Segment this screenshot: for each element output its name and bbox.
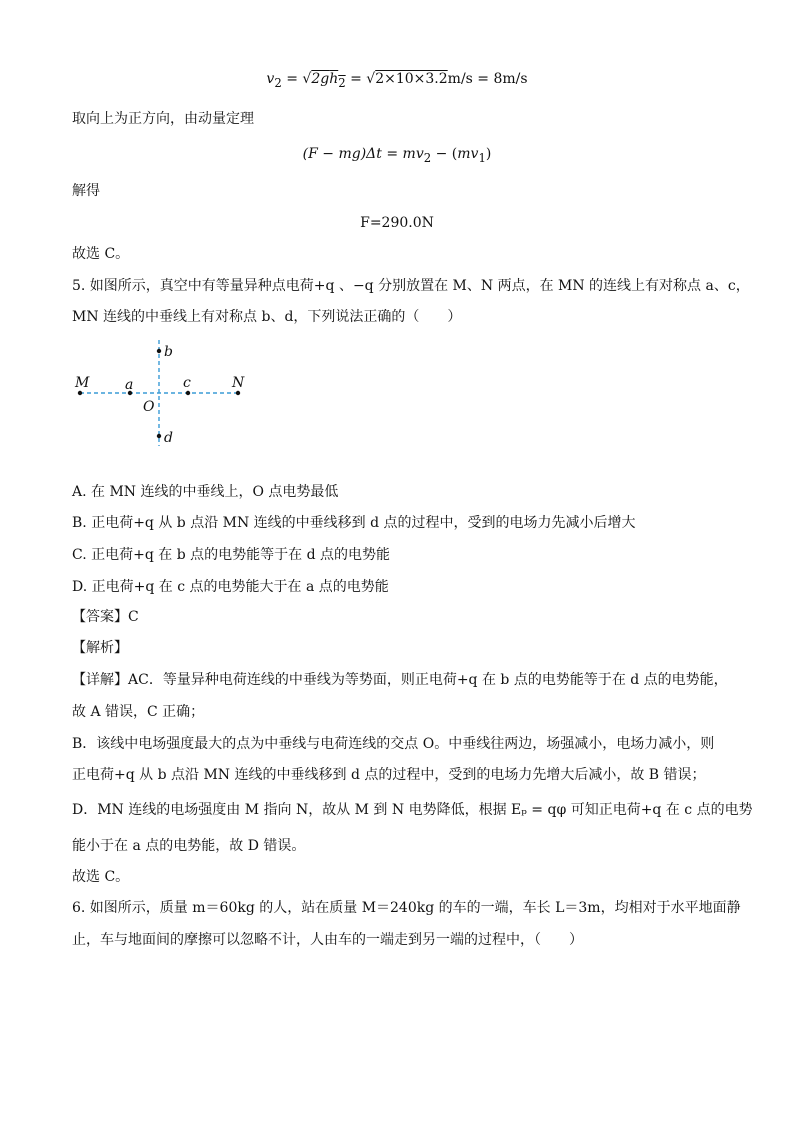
detail-line-3: B．该线中电场强度最大的点为中垂线与电荷连线的交点 O。中垂线往两边，场强减小，电场力减小，则 xyxy=(72,736,715,752)
q6-stem-line-1: 6. 如图所示，质量 m＝60kg 的人，站在质量 M＝240kg 的车的一端，车长 L＝3m，均相对于水平地面静 xyxy=(72,900,741,916)
formula-momentum xyxy=(0,143,794,169)
q5-option-b: B. 正电荷+q 从 b 点沿 MN 连线的中垂线移到 d 点的过程中，受到的电场力先减小后增大 xyxy=(72,515,636,531)
point-M xyxy=(78,391,82,395)
text-choose-c-1: 故选 C。 xyxy=(72,246,130,262)
analysis-heading: 【解析】 xyxy=(72,640,128,656)
formula-momentum-rhs1-sub: 2 xyxy=(423,150,432,165)
formula-v2-lhs: v xyxy=(266,71,275,87)
q5-option-d: D. 正电荷+q 在 c 点的电势能大于在 a 点的电势能 xyxy=(72,579,389,595)
formula-v2 xyxy=(0,68,794,94)
label-c: c xyxy=(183,375,191,391)
detail-line-1: 【详解】AC．等量异种电荷连线的中垂线为等势面，则正电荷+q 在 b 点的电势能等于在 d 点的电势能， xyxy=(72,672,728,688)
label-a: a xyxy=(125,377,134,393)
formula-momentum-close: ) xyxy=(485,146,492,162)
formula-momentum-rhs1: mv xyxy=(402,146,424,162)
formula-momentum-eq: = xyxy=(381,146,403,162)
label-N: N xyxy=(232,375,245,391)
formula-v2-result: = 8m/s xyxy=(472,71,528,87)
formula-v2-eq1: = xyxy=(281,71,303,87)
q5-option-c: C. 正电荷+q 在 b 点的电势能等于在 d 点的电势能 xyxy=(72,547,390,563)
label-M: M xyxy=(75,375,90,391)
formula-momentum-minus: − ( xyxy=(431,146,458,162)
formula-force-text: F=290.0N xyxy=(360,215,434,231)
radicand-2: 2×10×3.2 xyxy=(375,71,448,87)
q5-stem-line-1: 5. 如图所示，真空中有等量异种点电荷+q 、−q 分别放置在 M、N 两点，在 MN 的连线上有对称点 a、c， xyxy=(72,278,750,294)
point-b xyxy=(157,349,161,353)
q5-option-a: A. 在 MN 连线的中垂线上，O 点电势最低 xyxy=(72,484,339,500)
formula-momentum-rhs2: mv xyxy=(457,146,479,162)
label-O: O xyxy=(143,399,155,415)
radicand-1-sub: 2 xyxy=(338,75,346,90)
radicand-1-var: h xyxy=(329,71,339,87)
charge-diagram xyxy=(66,336,266,456)
radicand-1 xyxy=(311,71,346,90)
formula-momentum-left: (F − mg)Δt xyxy=(302,146,382,162)
point-N xyxy=(236,391,240,395)
point-c xyxy=(186,391,190,395)
label-b: b xyxy=(164,344,173,360)
text-direction: 取向上为正方向，由动量定理 xyxy=(72,111,254,127)
label-d: d xyxy=(164,430,173,446)
point-d xyxy=(157,434,161,438)
detail-line-6: 能小于在 a 点的电势能，故 D 错误。 xyxy=(72,838,306,854)
q6-stem-line-2: 止，车与地面间的摩擦可以忽略不计，人由车的一端走到另一端的过程中，（ ） xyxy=(72,932,583,948)
formula-force xyxy=(0,212,794,234)
formula-v2-eq2: = xyxy=(345,71,367,87)
q5-stem-line-2: MN 连线的中垂线上有对称点 b、d，下列说法正确的（ ） xyxy=(72,309,462,325)
detail-line-4: 正电荷+q 从 b 点沿 MN 连线的中垂线移到 d 点的过程中，受到的电场力先增大后减小，故 B 错误； xyxy=(72,767,706,783)
detail-line-5: D．MN 连线的电场强度由 M 指向 N，故从 M 到 N 电势降低，根据 Eₚ = qφ 可知正电荷+q 在 c 点的电势 xyxy=(72,802,753,818)
detail-line-2: 故 A 错误，C 正确； xyxy=(72,704,205,720)
text-choose-c-2: 故选 C。 xyxy=(72,869,130,885)
sqrt-sign-1: √ xyxy=(302,71,312,87)
formula-v2-unit: m/s xyxy=(447,71,473,87)
sqrt-sign-2: √ xyxy=(366,71,376,87)
formula-v2-lhs-sub: 2 xyxy=(274,75,282,90)
formula-momentum-rhs2-sub: 1 xyxy=(478,150,486,165)
answer-line: 【答案】C xyxy=(72,609,139,625)
radicand-1-pre: 2g xyxy=(311,71,330,87)
text-solve: 解得 xyxy=(72,183,100,199)
